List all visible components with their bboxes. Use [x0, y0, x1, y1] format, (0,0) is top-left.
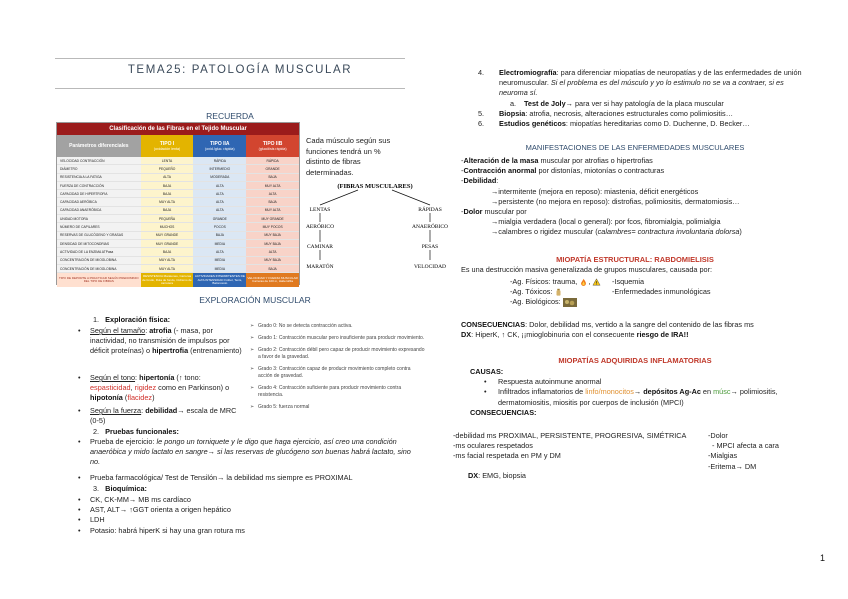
tamano-item — [78, 326, 244, 357]
diagram-caminar: CAMINAR — [307, 244, 333, 250]
farmaco-item — [78, 473, 418, 483]
causa-2-a: Infiltrados inflamatorios de — [498, 387, 586, 397]
manif-masa-bold: Alteración de la masa — [463, 156, 539, 165]
fiber-table-cell: MEDIA — [193, 265, 246, 272]
fiber-table-cell: BAJA — [246, 174, 299, 181]
fiber-table-cell: MUY ALTA — [141, 198, 194, 205]
dx2-label: DX — [468, 471, 479, 480]
e4-number: 4. — [478, 68, 485, 77]
fiber-table-cell: UNIDAD MOTORA — [57, 215, 141, 222]
fiber-table-cell: ALTA — [193, 248, 246, 255]
e6-body: : miopatías hereditarias como D. Duchenne, D. Becker… — [565, 119, 750, 128]
diagram-line-right — [392, 190, 430, 205]
manif-dolor: -Dolor muscular por — [461, 207, 527, 217]
fiber-table-cell: ALTA — [246, 190, 299, 197]
fiber-table-cell: BAJA — [141, 248, 194, 255]
footer-tipo1: RESISTENCIA Maratones, Carreras de fondo, Ruta de fondo, Ciclismo de carretera — [141, 273, 194, 287]
consecuencias-label-2 — [470, 408, 810, 418]
header-tipo1 — [141, 135, 194, 157]
fiber-table-cell: PEQUEÑO — [141, 165, 194, 172]
diagram-aerobico: AERÓBICO — [305, 224, 335, 230]
fiber-table-cell: MUY GRANDE — [246, 215, 299, 222]
calambres-italic: calambres= contractura involuntaria dolorsa — [597, 227, 740, 237]
fiber-table-cell: BAJA — [193, 232, 246, 239]
e4-italic: Si el problema es del músculo y yo lo estimulo no se va a contraer, si es neuroma sí. — [499, 78, 784, 98]
diagram-rapidas: RÁPIDAS — [418, 207, 442, 213]
microbe-icon — [563, 298, 577, 307]
tono-hiper: hipertonía — [139, 373, 175, 382]
fiber-table-cell: MEDIA — [193, 257, 246, 264]
mrc-grade-item — [250, 366, 425, 380]
e6-item — [478, 119, 803, 129]
consecuencia-eritema: -Eritema→ DM — [708, 461, 757, 471]
fiber-table-cell: RÁPIDA — [246, 157, 299, 164]
fiber-table-cell: PEQUEÑA — [141, 215, 194, 222]
e4-text — [478, 68, 803, 99]
fiber-table-cell: RESERVAS DE GLUCÓGENO Y GRASAS — [57, 232, 141, 239]
manif-contraccion-text: por distonías, miotonías o contracturas — [536, 166, 665, 176]
agente-toxico-text: -Ag. Tóxicos: — [510, 287, 553, 297]
e4a-label: Test de Joly — [524, 99, 566, 108]
fiber-table-cell: ALTA — [193, 182, 246, 189]
dx-bold: riesgo de IRA!! — [636, 330, 689, 340]
manif-debilidad-intermitente: →intermitente (mejora en reposo): miastenia, déficit energéticos — [491, 186, 699, 196]
manif-dolor-text: muscular por — [482, 207, 527, 217]
consecuencias-text: : Dolor, debilidad ms, vertido a la sangre del contenido de las fibras ms — [525, 320, 754, 329]
causas-block — [470, 367, 810, 418]
e5-text — [478, 109, 803, 119]
fiber-table-cell: ACTIVIDAD DE LA ENZIMA ATPasa — [57, 248, 141, 255]
fiber-table-cell: MUY ALTA — [141, 265, 194, 272]
bio-ck: CK, CK-MM→ MB ms cardíaco — [90, 495, 191, 504]
header-param: Parámetros diferenciales — [57, 135, 141, 157]
bullet: • — [78, 326, 81, 335]
causa-1-text: Respuesta autoinmune anormal — [498, 377, 602, 387]
tono-item — [78, 373, 244, 404]
tamano-t3: (entrenamiento) — [188, 346, 242, 356]
mrc-grade-text: Grado 0: No se detecta contracción activa. — [258, 323, 353, 329]
arrow-bullet-icon: ➢ — [250, 335, 255, 341]
fuerza-item — [78, 406, 244, 426]
tono-t6: ) — [152, 393, 155, 403]
ejercicio-item — [78, 437, 418, 468]
e5-label: Biopsia — [499, 109, 526, 118]
manifestaciones-list — [461, 156, 811, 238]
e4a-letter: a. — [510, 99, 517, 108]
causa-1 — [470, 377, 810, 387]
exploracion-heading: EXPLORACIÓN MUSCULAR — [199, 295, 311, 305]
fiber-table-cell: MUY GRANDE — [141, 232, 194, 239]
farmaco-text: Prueba farmacológica/ Test de Tensilón→ la debilidad ms siempre es PROXIMAL — [90, 473, 353, 482]
fiber-table-cell: RÁPIDA — [193, 157, 246, 164]
manifestaciones-heading: MANIFESTACIONES DE LAS ENFERMEDADES MUSCULARES — [525, 143, 745, 152]
fiber-table-cell: POCOS — [193, 223, 246, 230]
fiber-table-cell: DENSIDAD DE MITOCONDRIAS — [57, 240, 141, 247]
fiber-diagram — [300, 180, 450, 290]
e4-label: Electromiografía — [499, 68, 557, 77]
fiber-table-cell: BAJA — [246, 198, 299, 205]
mrc-grade-item — [250, 404, 425, 411]
causa-2-g: → polimiositis, dermatomiositis, miositis por cuerpos de inclusión (MPCI) — [498, 387, 778, 407]
fiber-table-cell: ALTA — [193, 198, 246, 205]
fiber-table-cell: MUY GRANDE — [141, 240, 194, 247]
fiber-table-row — [57, 198, 299, 206]
cada-musculo-note: Cada músculo según sus funciones tendrá un % distinto de fibras determinadas. — [306, 136, 391, 177]
fiber-table-cell: BAJA — [141, 182, 194, 189]
page-title: TEMA25: PATOLOGÍA MUSCULAR — [127, 64, 353, 76]
tipo2b-name: TIPO IIB — [262, 141, 283, 147]
mrc-grades — [250, 323, 425, 416]
causas-label — [470, 367, 810, 377]
consecuencias-left — [453, 431, 713, 462]
calambres-a: →calambres o rigidez muscular ( — [491, 227, 598, 237]
fiber-table-row — [57, 165, 299, 173]
rabdomielisis-heading: MIOPATÍA ESTRUCTURAL: RABDOMIELISIS — [556, 255, 714, 264]
tono-espasticidad: espasticidad — [90, 383, 131, 393]
mrc-grade-item — [250, 347, 425, 361]
fiber-table-cell: GRANDE — [246, 165, 299, 172]
arrow-bullet-icon: ➢ — [250, 385, 255, 391]
bio-item — [78, 495, 418, 505]
title-rule-bottom — [55, 88, 405, 89]
ejercicio-c: → si las reservas de glucógeno son buenas habrá lactato, sino no. — [90, 447, 411, 467]
agente-inmunologico: -Enfermedades inmunológicas — [612, 287, 711, 297]
manif-dolor-mialgia: →mialgia verdadera (local o general): por fcos, fibromialgia, polimialgia — [491, 217, 721, 227]
fiber-table-row — [57, 157, 299, 165]
fiber-table-cell: CAPACIDAD AERÓBICA — [57, 198, 141, 205]
inflamatorias-heading: MIOPATÍAS ADQUIRIDAS INFLAMATORIAS — [558, 356, 712, 365]
fiber-table-row — [57, 215, 299, 223]
bullet: • — [78, 373, 81, 382]
mrc-grade-text: Grado 4: Contracción suficiente para producir movimiento contra resistencia. — [258, 385, 402, 398]
fiber-table-cell: ALTA — [141, 174, 194, 181]
bio-ast: AST, ALT→ ↑GGT orienta a origen hepático — [90, 505, 231, 515]
page-number: 1 — [820, 553, 826, 563]
bio-item — [78, 515, 418, 525]
fiber-table-cell: BAJA — [141, 207, 194, 214]
e2-text: Pruebas funcionales: — [105, 427, 179, 436]
fiber-table-cell: MUCHOS — [141, 223, 194, 230]
mrc-grade-text: Grado 5: fuerza normal — [258, 404, 310, 410]
e6-number: 6. — [478, 119, 485, 128]
e3-heading — [93, 484, 243, 494]
fiber-table-cell: MUY BAJA — [246, 240, 299, 247]
causa-2-en: en — [700, 387, 714, 397]
e4a-item — [510, 99, 810, 109]
tono-hipo: hipotonía — [90, 393, 123, 403]
e1-text: Exploración física: — [105, 315, 171, 324]
tamano-hiper: hipertrofia — [152, 346, 189, 356]
diagram-velocidad: VELOCIDAD — [413, 264, 447, 270]
consecuencia-oculares: -ms oculares respetados — [453, 441, 533, 451]
fiber-table-cell: MUY POCOS — [246, 223, 299, 230]
bio-item — [78, 505, 418, 515]
e5-body: : atrofia, necrosis, alteraciones estructurales como polimiositis… — [525, 109, 733, 118]
bullet: • — [78, 437, 81, 446]
fuerza-debilidad: debilidad — [145, 406, 178, 415]
causa-2-depositos: depósitos Ag-Ac — [643, 387, 701, 397]
fiber-table-row — [57, 248, 299, 256]
consecuencia-debilidad: -debilidad ms PROXIMAL, PERSISTENTE, PROGRESIVA, SIMÉTRICA — [453, 431, 687, 440]
bio-ldh: LDH — [90, 515, 105, 525]
fiber-table-cell: NÚMERO DE CAPILARES — [57, 223, 141, 230]
manif-debilidad-text: : — [496, 176, 499, 186]
fiber-table-cell: MEDIA — [193, 240, 246, 247]
dx-inflamatorias — [468, 471, 668, 481]
tipo2a-sub: (oxid./gluc. rápida) — [205, 147, 235, 151]
agente-fisico: -Ag. Físicos: trauma, , — [510, 277, 710, 287]
diagram-line-left — [320, 190, 358, 205]
manif-masa-text: muscular por atrofias o hipertrofias — [538, 156, 653, 165]
manif-debilidad-bold: Debilidad — [463, 176, 497, 186]
fiber-table-cell: ALTA — [246, 248, 299, 255]
rabdo-definition: Es una destrucción masiva generalizada de grupos musculares, causada por: — [461, 265, 713, 274]
bullet: • — [78, 515, 81, 525]
consecuencias-right — [708, 431, 818, 472]
consecuencias-line — [461, 320, 811, 330]
mrc-grade-text: Grado 2: Contracción débil pero capaz de producir movimiento expresando a favor de la gravedad. — [258, 347, 425, 360]
fiber-table-row — [57, 232, 299, 240]
fiber-table-cell: LENTA — [141, 157, 194, 164]
fiber-table-cell: MUY BAJA — [246, 232, 299, 239]
bullet: • — [78, 473, 81, 482]
tono-t4: como en Parkinson) o — [156, 383, 230, 393]
diagram-root: (FIBRAS MUSCULARES) — [337, 183, 413, 190]
arrow-bullet-icon: ➢ — [250, 404, 255, 410]
causa-2-arrow: → — [633, 387, 644, 397]
bio-item — [78, 526, 418, 536]
footer-tipo2b: VELOCIDAD Y FUERZA MUSCULAR Carreras de 100 m, Halterofilia — [246, 273, 299, 287]
fiber-table-cell: DIÁMETRO — [57, 165, 141, 172]
arrow-bullet-icon: ➢ — [250, 366, 255, 372]
manif-dolor-bold: Dolor — [463, 207, 483, 217]
manif-contraccion: -Contracción anormal por distonías, miotonías o contracturas — [461, 166, 665, 176]
consecuencia-facial: -ms facial respetada en PM y DM — [453, 451, 561, 461]
fiber-table-cell: MUY ALTA — [246, 182, 299, 189]
fiber-table-header — [57, 135, 299, 157]
tono-t5: ( — [122, 393, 128, 403]
tamano-text — [78, 326, 244, 357]
consecuencia-dolor: -Dolor — [708, 431, 728, 440]
fuerza-text — [78, 406, 244, 426]
tono-t3: , — [130, 383, 135, 393]
agentes-right — [612, 277, 772, 297]
fiber-table-row — [57, 257, 299, 265]
e6-label: Estudios genéticos — [499, 119, 566, 128]
tono-text — [78, 373, 244, 404]
fiber-table-cell: INTERMEDIO — [193, 165, 246, 172]
tipo1-sub: (oxidación lenta) — [153, 147, 181, 151]
e1-heading — [93, 315, 243, 325]
tono-t2: (↑ tono: — [174, 373, 201, 382]
fiber-table-cell: FUERZA DE CONTRACCIÓN — [57, 182, 141, 189]
calambres-c: ) — [739, 227, 742, 237]
warning-icon — [592, 278, 601, 286]
dx-text: : HiperK, ↑ CK, ¡¡mioglobinuria con el consecuente — [471, 330, 637, 340]
e4-item — [478, 68, 803, 99]
fiber-table-row — [57, 265, 299, 273]
tamano-t2: (- masa, por inactividad, no transmisión de impulsos por déficit proteínas) o — [90, 326, 230, 356]
bottle-icon — [554, 288, 563, 296]
ejercicio-a: Prueba de ejercicio: — [90, 437, 157, 446]
bullet: • — [484, 377, 487, 387]
manif-dolor-calambres — [461, 227, 811, 237]
e3-number: 3. — [93, 484, 106, 493]
agente-isquemia: -Isquemia — [612, 277, 645, 286]
fiber-table-row — [57, 190, 299, 198]
bio-list — [78, 495, 418, 536]
e6-text — [478, 119, 803, 129]
tono-t1: : — [135, 373, 140, 382]
arrow-bullet-icon: ➢ — [250, 347, 255, 353]
manif-masa: -Alteración de la masa muscular por atrofias o hipertrofias — [461, 156, 653, 165]
consecuencias-label-2-text: CONSECUENCIAS: — [470, 407, 537, 417]
agente-fisico-text: -Ag. Físicos: trauma, — [510, 277, 578, 286]
dx-label: DX — [461, 330, 472, 340]
consecuencias-label: CONSECUENCIAS — [461, 320, 526, 329]
tono-rigidez: rigidez — [134, 383, 157, 393]
bullet: • — [484, 387, 487, 397]
fiber-table-cell: MUY ALTA — [246, 207, 299, 214]
fiber-table-cell: CAPACIDAD ANAERÓBICA — [57, 207, 141, 214]
tono-flacidez: flacidez — [127, 393, 153, 403]
dx2-text: : EMG, biopsia — [478, 471, 526, 480]
ejercicio-text — [78, 437, 418, 468]
mrc-grade-text: Grado 3: Contracción capaz de producir movimiento completo contra acción de gravedad. — [258, 366, 411, 379]
title-rule-top — [55, 58, 405, 59]
header-tipo2b — [246, 135, 299, 157]
e5-number: 5. — [478, 109, 485, 118]
fiber-table-row — [57, 174, 299, 182]
tipo2a-name: TIPO IIA — [210, 141, 230, 147]
header-tipo2a — [193, 135, 246, 157]
diagram-pesas: PESAS — [421, 244, 439, 250]
diagram-maraton: MARATÓN — [306, 264, 334, 270]
e4a-text — [510, 99, 810, 109]
footer-tipo2a: ACTIVIDADES INTERMITENTES DE ALTA INTENSIDAD Fútbol, Tenis, Baloncesto — [193, 273, 246, 287]
agente-biologico — [510, 297, 710, 307]
fiber-table-row — [57, 223, 299, 231]
diagram-lentas: LENTAS — [309, 207, 331, 213]
mrc-grade-item — [250, 323, 425, 330]
e2-heading — [93, 427, 243, 437]
fiber-table-row — [57, 240, 299, 248]
consecuencia-mialgias: -Mialgias — [708, 451, 738, 461]
fiber-table — [56, 122, 300, 285]
fiber-table-footer — [57, 273, 299, 287]
tamano-atrofia: atrofia — [149, 326, 172, 335]
fiber-table-row — [57, 207, 299, 215]
tamano-label: Según el tamaño — [90, 326, 146, 335]
arrow-bullet-icon: ➢ — [250, 323, 255, 329]
tipo1-name: TIPO I — [159, 141, 175, 147]
mrc-grade-item — [250, 385, 425, 399]
fiber-table-cell: ALTA — [193, 190, 246, 197]
bullet: • — [78, 495, 81, 504]
e2-number: 2. — [93, 427, 106, 436]
mrc-grade-item — [250, 335, 425, 342]
causa-2 — [470, 387, 810, 407]
fiber-table-body — [57, 157, 299, 273]
fiber-table-cell: BAJA — [246, 265, 299, 272]
causa-2-linfo: linfo/monocitos — [585, 387, 634, 397]
tipo2b-sub: (glucólisis rápida) — [258, 147, 287, 151]
bullet: • — [78, 525, 81, 535]
mrc-grades-list — [250, 323, 425, 411]
fiber-table-cell: CONCENTRACIÓN DE MIOGLOBINA — [57, 265, 141, 272]
fiber-table-cell: MUY ALTA — [141, 257, 194, 264]
manif-debilidad: -Debilidad: — [461, 176, 499, 186]
mrc-grade-text: Grado 1: Contracción muscular pero insuficiente para producir movimiento. — [258, 335, 425, 341]
bullet: • — [78, 406, 81, 415]
e5-item — [478, 109, 803, 119]
bullet: • — [78, 505, 81, 515]
fiber-table-row — [57, 182, 299, 190]
e3-text: Bioquímica: — [105, 484, 147, 493]
fuerza-t1: : — [141, 406, 146, 415]
fiber-table-cell: GRANDE — [193, 215, 246, 222]
fiber-table-cell: VELOCIDAD CONTRACCIÓN — [57, 157, 141, 164]
causas-label-text: CAUSAS: — [470, 367, 504, 376]
fiber-table-cell: MUY BAJA — [246, 257, 299, 264]
fuerza-t2: → escala de MRC (0-5) — [90, 406, 237, 426]
e4-body: : para diferenciar miopatías de neuropatías y de las enfermedades de unión neuromuscular. — [499, 68, 802, 88]
e4a-body: → para ver si hay patología de la placa muscular — [565, 99, 724, 108]
tono-label: Según el tono — [90, 373, 136, 382]
tamano-t1: : — [145, 326, 150, 335]
rabdo-consecuencias — [461, 320, 811, 340]
ejercicio-b: le pongo un torniquete y le digo que haga ejercicio, así creo una condición anaeróbica y mido lactato en sangre — [90, 437, 397, 457]
fiber-table-cell: BAJA — [141, 190, 194, 197]
fiber-table-caption: Clasificación de las Fibras en el Tejido Muscular — [57, 123, 299, 135]
recuerda-heading: RECUERDA — [206, 111, 254, 121]
bio-potasio: Potasio: habrá hiperK si hay una gran rotura ms — [90, 525, 245, 535]
manif-contraccion-bold: Contracción anormal — [463, 166, 537, 176]
e1-number: 1. — [93, 315, 106, 324]
fuerza-label: Según la fuerza — [90, 406, 142, 415]
fiber-table-cell: ALTA — [193, 207, 246, 214]
footer-label: TIPO DE DEPORTE A PRACTICAR SEGÚN PREDOMINIO DEL TIPO DE FIBRAS — [57, 273, 141, 287]
causa-2-musc: músc — [713, 387, 731, 397]
consecuencia-mpci: - MPCI afecta a cara — [712, 441, 779, 451]
fire-icon — [579, 278, 588, 286]
fiber-table-cell: MODERADA — [193, 174, 246, 181]
fiber-table-cell: CAPACIDAD DE HIPERTROFIA — [57, 190, 141, 197]
fiber-table-cell: CONCENTRACIÓN DE MIOGLOBINA — [57, 257, 141, 264]
agente-biologico-text: -Ag. Biológicos: — [510, 297, 561, 307]
dx-line — [461, 330, 811, 340]
fiber-table-cell: RESISTENCIA A LA FATIGA — [57, 174, 141, 181]
manif-debilidad-persistente: →persistente (no mejora en reposo): distrofias, polimiositis, dermatomiosis… — [491, 196, 740, 206]
diagram-anaerobico: ANAERÓBICO — [411, 224, 449, 230]
